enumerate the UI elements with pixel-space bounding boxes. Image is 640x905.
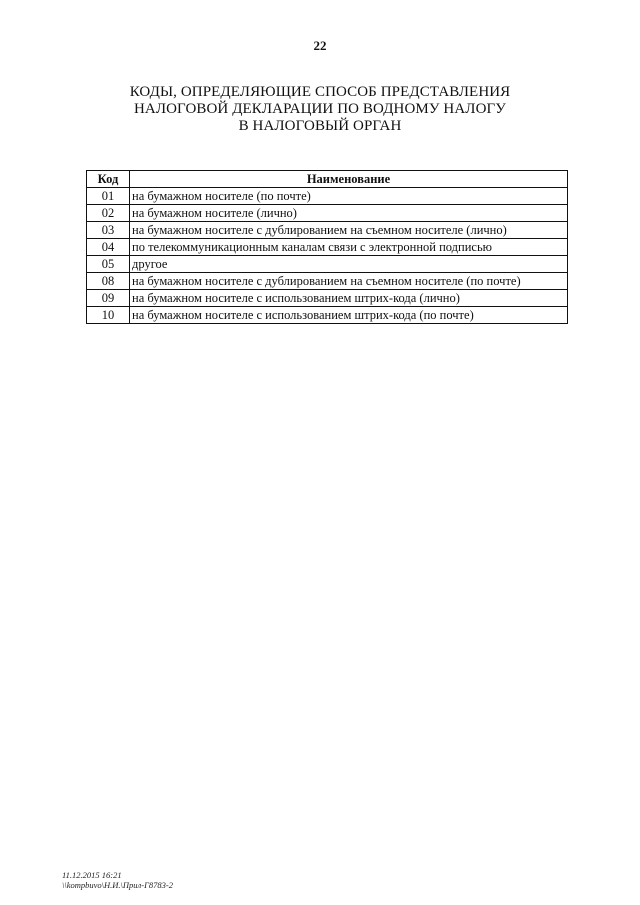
row-name: на бумажном носителе с использованием штрих-кода (лично) [130,290,568,307]
title-line-2: НАЛОГОВОЙ ДЕКЛАРАЦИИ ПО ВОДНОМУ НАЛОГУ [133,101,506,117]
row-name: по телекоммуникационным каналам связи с электронной подписью [130,239,568,256]
table-row [87,256,568,273]
row-code: 05 [87,256,130,273]
table-row [87,188,568,205]
row-code: 04 [87,239,130,256]
table-row [87,222,568,239]
table-row [87,273,568,290]
codes-table [86,170,568,324]
header-name: Наименование [130,171,568,188]
header-code: Код [87,171,130,188]
row-code: 08 [87,273,130,290]
document-title [0,84,640,135]
row-name: другое [130,256,568,273]
footer-stamp [62,870,173,890]
row-name: на бумажном носителе (лично) [130,205,568,222]
row-name: на бумажном носителе (по почте) [130,188,568,205]
title-line-1: КОДЫ, ОПРЕДЕЛЯЮЩИЕ СПОСОБ ПРЕДСТАВЛЕНИЯ [129,84,511,100]
row-code: 02 [87,205,130,222]
row-code: 01 [87,188,130,205]
table-row [87,205,568,222]
page-number: 22 [313,38,327,53]
title-line-3: В НАЛОГОВЫЙ ОРГАН [238,118,402,134]
table-row [87,307,568,324]
footer-timestamp: 11.12.2015 16:21 [62,870,122,880]
table-row [87,290,568,307]
footer-file-path: \\kompbuvo\Н.И.\Прил-Г8783-2 [62,880,173,890]
row-name: на бумажном носителе с использованием штрих-кода (по почте) [130,307,568,324]
table-header-row [87,171,568,188]
row-code: 09 [87,290,130,307]
row-name: на бумажном носителе с дублированием на съемном носителе (лично) [130,222,568,239]
row-code: 10 [87,307,130,324]
row-name: на бумажном носителе с дублированием на съемном носителе (по почте) [130,273,568,290]
table-row [87,239,568,256]
row-code: 03 [87,222,130,239]
